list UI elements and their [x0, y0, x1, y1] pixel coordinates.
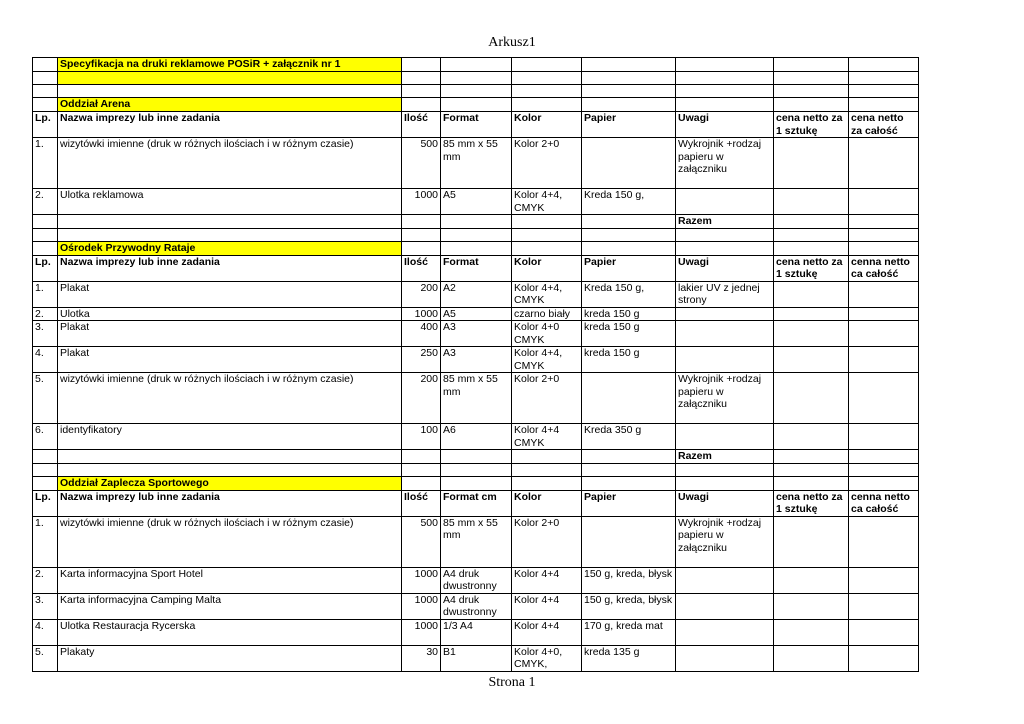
cell [849, 476, 919, 490]
unit-price-cell [774, 281, 849, 307]
color-cell: Kolor 4+4, CMYK [512, 347, 582, 373]
format-cell: A5 [441, 189, 512, 215]
cell [33, 85, 58, 98]
blank-row [33, 228, 919, 241]
cell [582, 215, 676, 229]
total-price-cell [849, 373, 919, 424]
cell [774, 228, 849, 241]
cell [849, 58, 919, 72]
cell [774, 72, 849, 85]
cell [33, 72, 58, 85]
total-price-cell [849, 593, 919, 619]
cell [441, 215, 512, 229]
header-name: Nazwa imprezy lub inne zadania [58, 490, 402, 516]
cell [676, 228, 774, 241]
cell [58, 85, 402, 98]
blank-row [33, 85, 919, 98]
total-price-cell [849, 307, 919, 321]
cell [774, 215, 849, 229]
cell [402, 241, 441, 255]
notes-cell [676, 424, 774, 450]
cell [849, 85, 919, 98]
paper-cell: Kreda 350 g [582, 424, 676, 450]
format-cell: A4 druk dwustronny [441, 593, 512, 619]
table-row [33, 619, 919, 645]
cell [441, 228, 512, 241]
cell [512, 98, 582, 112]
cell [402, 228, 441, 241]
cell [33, 463, 58, 476]
name-cell: wizytówki imienne (druk w różnych ilościach i w różnym czasie) [58, 138, 402, 189]
cell [441, 72, 512, 85]
cell [774, 476, 849, 490]
unit-price-cell [774, 347, 849, 373]
lp-cell: 3. [33, 321, 58, 347]
format-cell: A4 druk dwustronny [441, 567, 512, 593]
notes-cell [676, 645, 774, 671]
unit-price-cell [774, 567, 849, 593]
header-format: Format cm [441, 490, 512, 516]
notes-cell [676, 189, 774, 215]
cell [441, 450, 512, 464]
header-row [33, 490, 919, 516]
header-lp: Lp. [33, 490, 58, 516]
name-cell: wizytówki imienne (druk w różnych ilościach i w różnym czasie) [58, 516, 402, 567]
notes-cell [676, 593, 774, 619]
format-cell: 85 mm x 55 mm [441, 516, 512, 567]
qty-cell: 400 [402, 321, 441, 347]
qty-cell: 200 [402, 281, 441, 307]
total-label: Razem [676, 215, 774, 229]
cell [582, 72, 676, 85]
paper-cell: Kreda 150 g, [582, 281, 676, 307]
table-row [33, 593, 919, 619]
section-title-row [33, 98, 919, 112]
format-cell: A3 [441, 321, 512, 347]
color-cell: Kolor 4+4 CMYK [512, 424, 582, 450]
header-qty: Ilość [402, 112, 441, 138]
color-cell: Kolor 4+4 [512, 619, 582, 645]
format-cell: 1/3 A4 [441, 619, 512, 645]
cell [676, 58, 774, 72]
cell [582, 58, 676, 72]
format-cell: A6 [441, 424, 512, 450]
header-unit-price: cena netto za 1 sztukę [774, 490, 849, 516]
cell [582, 476, 676, 490]
page-footer: Strona 1 [488, 675, 536, 690]
cell [512, 450, 582, 464]
qty-cell: 100 [402, 424, 441, 450]
qty-cell: 1000 [402, 593, 441, 619]
cell [441, 85, 512, 98]
cell [441, 58, 512, 72]
cell [676, 85, 774, 98]
total-price-cell [849, 281, 919, 307]
header-notes: Uwagi [676, 112, 774, 138]
notes-cell: Wykrojnik +rodzaj papieru w załączniku [676, 516, 774, 567]
cell [512, 215, 582, 229]
name-cell: Plakat [58, 347, 402, 373]
qty-cell: 200 [402, 373, 441, 424]
format-cell: A3 [441, 347, 512, 373]
name-cell: Ulotka Restauracja Rycerska [58, 619, 402, 645]
cell [849, 463, 919, 476]
blank-row [33, 463, 919, 476]
paper-cell: 170 g, kreda mat [582, 619, 676, 645]
unit-price-cell [774, 307, 849, 321]
table-row [33, 321, 919, 347]
cell [774, 450, 849, 464]
cell [441, 476, 512, 490]
cell [774, 98, 849, 112]
lp-cell: 2. [33, 189, 58, 215]
cell [512, 58, 582, 72]
total-row [33, 215, 919, 229]
lp-cell: 6. [33, 424, 58, 450]
format-cell: 85 mm x 55 mm [441, 138, 512, 189]
cell [402, 215, 441, 229]
cell [849, 98, 919, 112]
cell [33, 215, 58, 229]
lp-cell: 5. [33, 373, 58, 424]
header-notes: Uwagi [676, 255, 774, 281]
name-cell: wizytówki imienne (druk w różnych ilościach i w różnym czasie) [58, 373, 402, 424]
color-cell: czarno biały [512, 307, 582, 321]
lp-cell: 1. [33, 138, 58, 189]
cell [33, 241, 58, 255]
cell [402, 85, 441, 98]
section-title-row [33, 476, 919, 490]
table-row [33, 189, 919, 215]
cell [58, 72, 402, 85]
name-cell: identyfikatory [58, 424, 402, 450]
cell [774, 85, 849, 98]
cell [849, 215, 919, 229]
name-cell: Ulotka reklamowa [58, 189, 402, 215]
notes-cell [676, 619, 774, 645]
total-price-cell [849, 138, 919, 189]
total-row [33, 450, 919, 464]
cell [58, 463, 402, 476]
cell [441, 463, 512, 476]
header-paper: Papier [582, 490, 676, 516]
cell [512, 228, 582, 241]
header-name: Nazwa imprezy lub inne zadania [58, 112, 402, 138]
cell [849, 228, 919, 241]
qty-cell: 30 [402, 645, 441, 671]
header-unit-price: cena netto za 1 sztukę [774, 112, 849, 138]
cell [582, 450, 676, 464]
cell [512, 241, 582, 255]
paper-cell: Kreda 150 g, [582, 189, 676, 215]
lp-cell: 2. [33, 567, 58, 593]
name-cell: Plakat [58, 321, 402, 347]
total-price-cell [849, 347, 919, 373]
color-cell: Kolor 2+0 [512, 516, 582, 567]
cell [33, 476, 58, 490]
cell [582, 98, 676, 112]
header-color: Kolor [512, 490, 582, 516]
table-row [33, 138, 919, 189]
header-row [33, 255, 919, 281]
notes-cell [676, 321, 774, 347]
unit-price-cell [774, 138, 849, 189]
spec-title-row [33, 58, 919, 72]
blank-row [33, 72, 919, 85]
color-cell: Kolor 4+0, CMYK, [512, 645, 582, 671]
paper-cell [582, 516, 676, 567]
cell [582, 228, 676, 241]
table-row [33, 373, 919, 424]
qty-cell: 1000 [402, 567, 441, 593]
paper-cell: 150 g, kreda, błysk [582, 593, 676, 619]
color-cell: Kolor 4+0 CMYK [512, 321, 582, 347]
total-price-cell [849, 189, 919, 215]
header-format: Format [441, 255, 512, 281]
section-title-row [33, 241, 919, 255]
header-notes: Uwagi [676, 490, 774, 516]
cell [676, 72, 774, 85]
total-price-cell [849, 424, 919, 450]
unit-price-cell [774, 645, 849, 671]
cell [582, 463, 676, 476]
paper-cell: kreda 135 g [582, 645, 676, 671]
name-cell: Ulotka [58, 307, 402, 321]
lp-cell: 2. [33, 307, 58, 321]
cell [441, 241, 512, 255]
header-total-price: cena netto za całość [849, 112, 919, 138]
total-price-cell [849, 619, 919, 645]
lp-cell: 3. [33, 593, 58, 619]
cell [512, 72, 582, 85]
total-price-cell [849, 567, 919, 593]
unit-price-cell [774, 516, 849, 567]
cell [402, 72, 441, 85]
header-total-price: cenna netto ca całość [849, 255, 919, 281]
table-row [33, 347, 919, 373]
color-cell: Kolor 4+4, CMYK [512, 281, 582, 307]
cell [676, 463, 774, 476]
lp-cell: 4. [33, 619, 58, 645]
cell [774, 58, 849, 72]
spec-title: Specyfikacja na druki reklamowe POSiR + załącznik nr 1 [58, 58, 402, 72]
section-title: Ośrodek Przywodny Rataje [58, 241, 402, 255]
notes-cell [676, 567, 774, 593]
unit-price-cell [774, 593, 849, 619]
cell [402, 450, 441, 464]
cell [58, 228, 402, 241]
header-color: Kolor [512, 112, 582, 138]
lp-cell: 4. [33, 347, 58, 373]
table-row [33, 516, 919, 567]
table-row [33, 645, 919, 671]
name-cell: Plakat [58, 281, 402, 307]
header-paper: Papier [582, 255, 676, 281]
cell [33, 58, 58, 72]
header-qty: Ilość [402, 255, 441, 281]
lp-cell: 5. [33, 645, 58, 671]
header-name: Nazwa imprezy lub inne zadania [58, 255, 402, 281]
cell [849, 241, 919, 255]
unit-price-cell [774, 424, 849, 450]
cell [512, 463, 582, 476]
qty-cell: 500 [402, 138, 441, 189]
header-row [33, 112, 919, 138]
color-cell: Kolor 4+4 [512, 567, 582, 593]
spec-table [32, 57, 919, 672]
header-total-price: cenna netto ca całość [849, 490, 919, 516]
color-cell: Kolor 4+4, CMYK [512, 189, 582, 215]
total-price-cell [849, 516, 919, 567]
name-cell: Plakaty [58, 645, 402, 671]
section-title: Oddział Zaplecza Sportowego [58, 476, 402, 490]
lp-cell: 1. [33, 516, 58, 567]
cell [512, 85, 582, 98]
cell [676, 98, 774, 112]
header-lp: Lp. [33, 255, 58, 281]
color-cell: Kolor 2+0 [512, 373, 582, 424]
total-price-cell [849, 321, 919, 347]
qty-cell: 1000 [402, 307, 441, 321]
header-color: Kolor [512, 255, 582, 281]
cell [774, 463, 849, 476]
color-cell: Kolor 4+4 [512, 593, 582, 619]
table-row [33, 567, 919, 593]
qty-cell: 1000 [402, 189, 441, 215]
name-cell: Karta informacyjna Sport Hotel [58, 567, 402, 593]
cell [402, 58, 441, 72]
unit-price-cell [774, 189, 849, 215]
notes-cell: Wykrojnik +rodzaj papieru w załączniku [676, 138, 774, 189]
paper-cell: kreda 150 g [582, 347, 676, 373]
total-label: Razem [676, 450, 774, 464]
cell [582, 85, 676, 98]
notes-cell [676, 347, 774, 373]
cell [676, 476, 774, 490]
format-cell: A5 [441, 307, 512, 321]
cell [402, 463, 441, 476]
cell [58, 450, 402, 464]
cell [33, 98, 58, 112]
cell [582, 241, 676, 255]
section-title: Oddział Arena [58, 98, 402, 112]
notes-cell [676, 307, 774, 321]
unit-price-cell [774, 321, 849, 347]
notes-cell: lakier UV z jednej strony [676, 281, 774, 307]
total-price-cell [849, 645, 919, 671]
cell [58, 215, 402, 229]
header-paper: Papier [582, 112, 676, 138]
notes-cell: Wykrojnik +rodzaj papieru w załączniku [676, 373, 774, 424]
qty-cell: 1000 [402, 619, 441, 645]
cell [402, 98, 441, 112]
cell [402, 476, 441, 490]
format-cell: A2 [441, 281, 512, 307]
color-cell: Kolor 2+0 [512, 138, 582, 189]
paper-cell [582, 373, 676, 424]
header-unit-price: cena netto za 1 sztukę [774, 255, 849, 281]
format-cell: 85 mm x 55 mm [441, 373, 512, 424]
sheet-title: Arkusz1 [488, 35, 536, 50]
cell [441, 98, 512, 112]
header-lp: Lp. [33, 112, 58, 138]
unit-price-cell [774, 373, 849, 424]
paper-cell [582, 138, 676, 189]
paper-cell: kreda 150 g [582, 307, 676, 321]
qty-cell: 500 [402, 516, 441, 567]
table-row [33, 281, 919, 307]
table-row [33, 424, 919, 450]
unit-price-cell [774, 619, 849, 645]
header-format: Format [441, 112, 512, 138]
format-cell: B1 [441, 645, 512, 671]
cell [33, 450, 58, 464]
cell [676, 241, 774, 255]
cell [512, 476, 582, 490]
cell [774, 241, 849, 255]
header-qty: Ilość [402, 490, 441, 516]
cell [33, 228, 58, 241]
qty-cell: 250 [402, 347, 441, 373]
lp-cell: 1. [33, 281, 58, 307]
cell [849, 72, 919, 85]
cell [849, 450, 919, 464]
name-cell: Karta informacyjna Camping Malta [58, 593, 402, 619]
table-row [33, 307, 919, 321]
paper-cell: 150 g, kreda, błysk [582, 567, 676, 593]
paper-cell: kreda 150 g [582, 321, 676, 347]
